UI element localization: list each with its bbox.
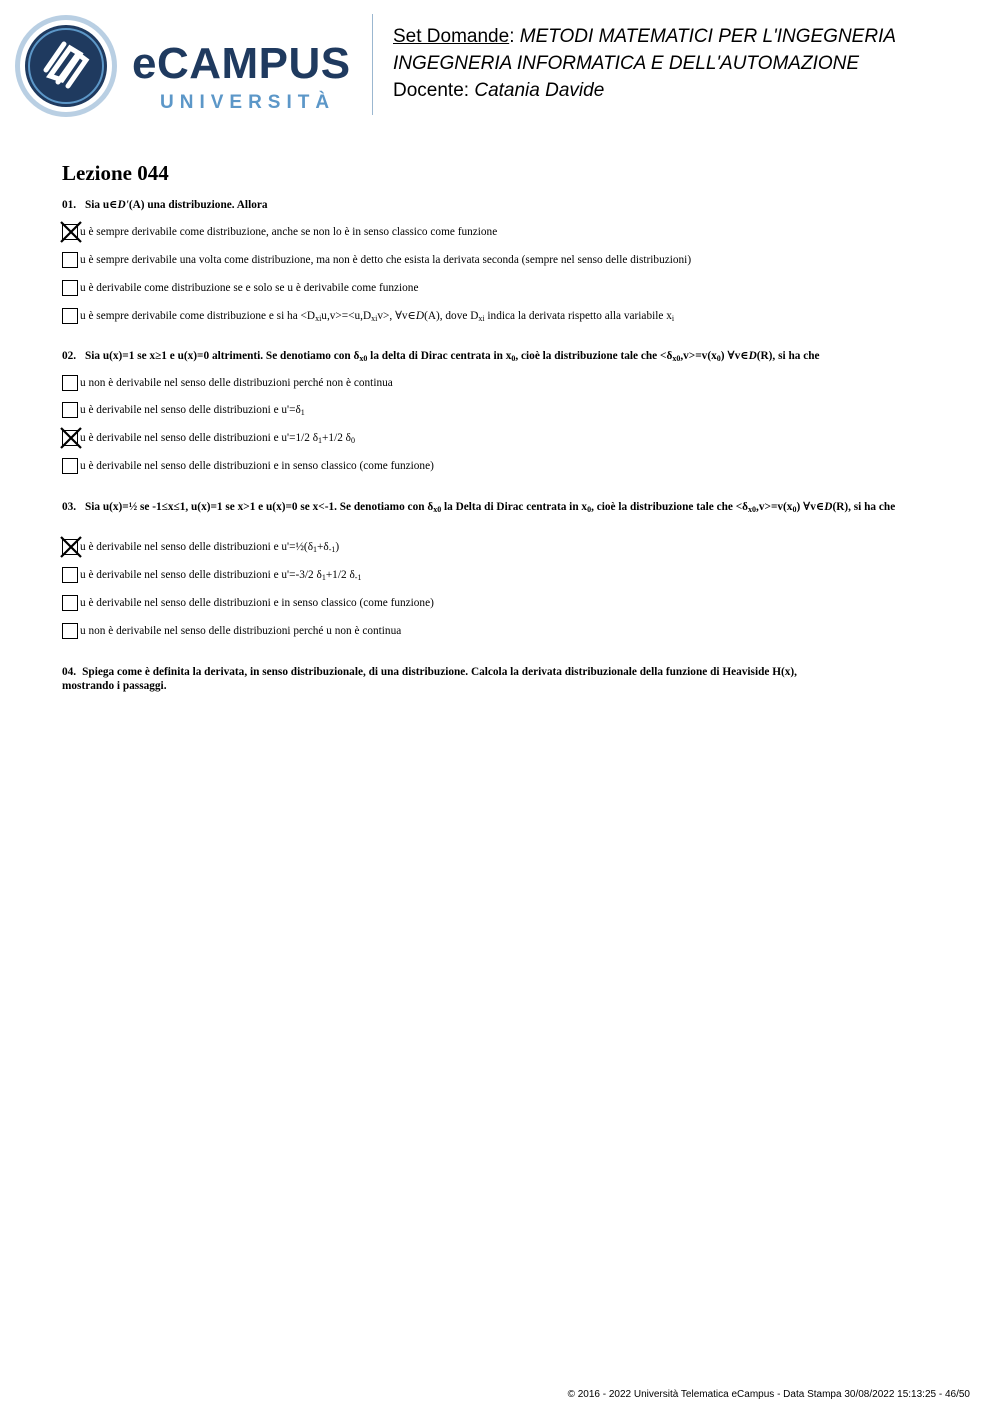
subscript: x0 [433,505,442,514]
option-text-part: +1/2 δ [325,569,355,581]
option-label [80,308,674,327]
subscript: 0 [351,436,356,445]
degree-name: INGEGNERIA INFORMATICA E DELL'AUTOMAZIONE [393,53,860,74]
subscript: xi [478,314,485,323]
option-label [80,539,339,558]
question-number: 01. [62,199,77,211]
option-text-part: v>, ∀v∈ [377,310,416,322]
question-number: 03. [62,501,77,513]
header-info [393,23,896,104]
checkbox[interactable] [62,308,78,324]
checkbox[interactable] [62,458,78,474]
subscript: 0 [716,354,721,363]
question-line: mostrando i passaggi. [62,680,167,692]
option-label: u è sempre derivabile una volta come distribuzione, ma non è detto che esista la derivata seconda (sempre nel senso delle distribuzioni) [80,254,692,266]
question-03 [62,500,942,517]
question-text: (R), si ha che [832,501,896,513]
option-label [80,567,361,586]
page-footer: © 2016 - 2022 Università Telematica eCampus - Data Stampa 30/08/2022 15:13:25 - 46/50 [567,1389,970,1400]
question-number: 02. [62,350,77,362]
subscript: x0 [359,354,368,363]
checkbox[interactable] [62,252,78,268]
question-text: ,v>=v(x [756,501,793,513]
brand-text [132,39,351,114]
header-divider [372,14,373,115]
option-label: u è sempre derivabile come distribuzione, anche se non lo è in senso classico come funzione [80,226,498,238]
question-line [62,665,942,679]
subscript: x0 [748,505,757,514]
question-text: Sia u(x)=1 se x≥1 e u(x)=0 altrimenti. Se denotiamo con δ [84,350,360,362]
question-04 [62,665,942,693]
option-label: u è derivabile nel senso delle distribuzioni e in senso classico (come funzione) [80,460,434,472]
lesson-title: Lezione 044 [62,161,169,185]
checkbox[interactable] [62,623,78,639]
question-text: ,v>=v(x [680,350,717,362]
subscript: xi [315,314,322,323]
teacher-label: Docente [393,80,464,101]
checkbox[interactable] [62,224,78,240]
option-label: u non è derivabile nel senso delle distribuzioni perché u non è continua [80,625,402,637]
option-label: u è derivabile come distribuzione se e solo se u è derivabile come funzione [80,282,419,294]
option-text-part: u,v>=<u,D [321,310,372,322]
question-01 [62,198,942,212]
subscript: 0 [792,505,797,514]
option-label: u è derivabile nel senso delle distribuzioni e in senso classico (come funzione) [80,597,434,609]
option-text-part: (A), dove D [424,310,479,322]
checkbox[interactable] [62,539,78,555]
question-text: , cioè la distribuzione tale che <δ [591,501,749,513]
degree-line [393,50,896,77]
subscript: 1 [321,573,326,582]
question-text: (A) una distribuzione. Allora [128,199,268,211]
checkbox[interactable] [62,375,78,391]
option-text-part: u è derivabile nel senso delle distribuzioni e u'=1/2 δ [80,432,319,444]
question-text: Spiega come è definita la derivata, in senso distribuzionale, di una distribuzione. Calcola la derivata distribuzionale della funzione di Heaviside H(x), [82,666,797,678]
option-text-part: ) [335,541,340,553]
question-text: D [824,501,833,513]
brand-name: eCAMPUS [132,39,351,88]
question-text: (R), si ha che [756,350,820,362]
option-text-part: u è derivabile nel senso delle distribuzioni e u'=-3/2 δ [80,569,322,581]
option-text-part: +δ [317,541,329,553]
question-text: Sia u∈ [84,199,118,211]
question-text: D' [117,199,129,211]
option-text-part: +1/2 δ [322,432,352,444]
subscript: 0 [511,354,516,363]
course-line: Set Domande: METODI MATEMATICI PER L'INGEGNERIA [393,26,897,47]
checkbox[interactable] [62,402,78,418]
brand-subtitle: UNIVERSITÀ [160,92,336,113]
option-text-part: u è derivabile nel senso delle distribuzioni e u'=δ [80,404,301,416]
university-seal-icon [14,14,118,118]
question-text: , cioè la distribuzione tale che <δ [515,350,673,362]
subscript: i [671,314,675,323]
question-text: Sia u(x)=½ se -1≤x≤1, u(x)=1 se x>1 e u(x)=0 se x<-1. Se denotiamo con δ [84,501,434,513]
teacher-line: Docente: Catania Davide [393,80,605,101]
option-label: u non è derivabile nel senso delle distribuzioni perché non è continua [80,377,393,389]
checkbox[interactable] [62,595,78,611]
checkbox[interactable] [62,430,78,446]
question-text: ) ∀v∈ [796,501,825,513]
question-number: 04. [62,666,77,678]
subscript: -1 [328,545,336,554]
question-text: la Delta di Dirac centrata in x [441,501,588,513]
checkbox[interactable] [62,567,78,583]
ecampus-logo [14,14,359,118]
option-label [80,402,305,421]
option-text-part: D [415,310,425,322]
question-text: la delta di Dirac centrata in x [367,350,512,362]
option-text-part: indica la derivata rispetto alla variabile x [484,310,672,322]
option-text-part: u è sempre derivabile come distribuzione e si ha <D [80,310,316,322]
checkbox[interactable] [62,280,78,296]
set-label: Set Domande [393,26,510,47]
subscript: -1 [354,573,362,582]
option-label [80,430,355,449]
subscript: 0 [587,505,592,514]
teacher-name: Catania Davide [474,80,605,101]
subscript: 1 [318,436,323,445]
course-title: METODI MATEMATICI PER L'INGEGNERIA [519,26,897,47]
subscript: 1 [300,408,305,417]
subscript: 1 [313,545,318,554]
question-text: ) ∀v∈ [720,350,749,362]
option-text-part: u è derivabile nel senso delle distribuzioni e u'=½(δ [80,541,314,553]
subscript: xi [371,314,378,323]
question-text: D [748,350,757,362]
question-02 [62,349,942,366]
subscript: x0 [672,354,681,363]
